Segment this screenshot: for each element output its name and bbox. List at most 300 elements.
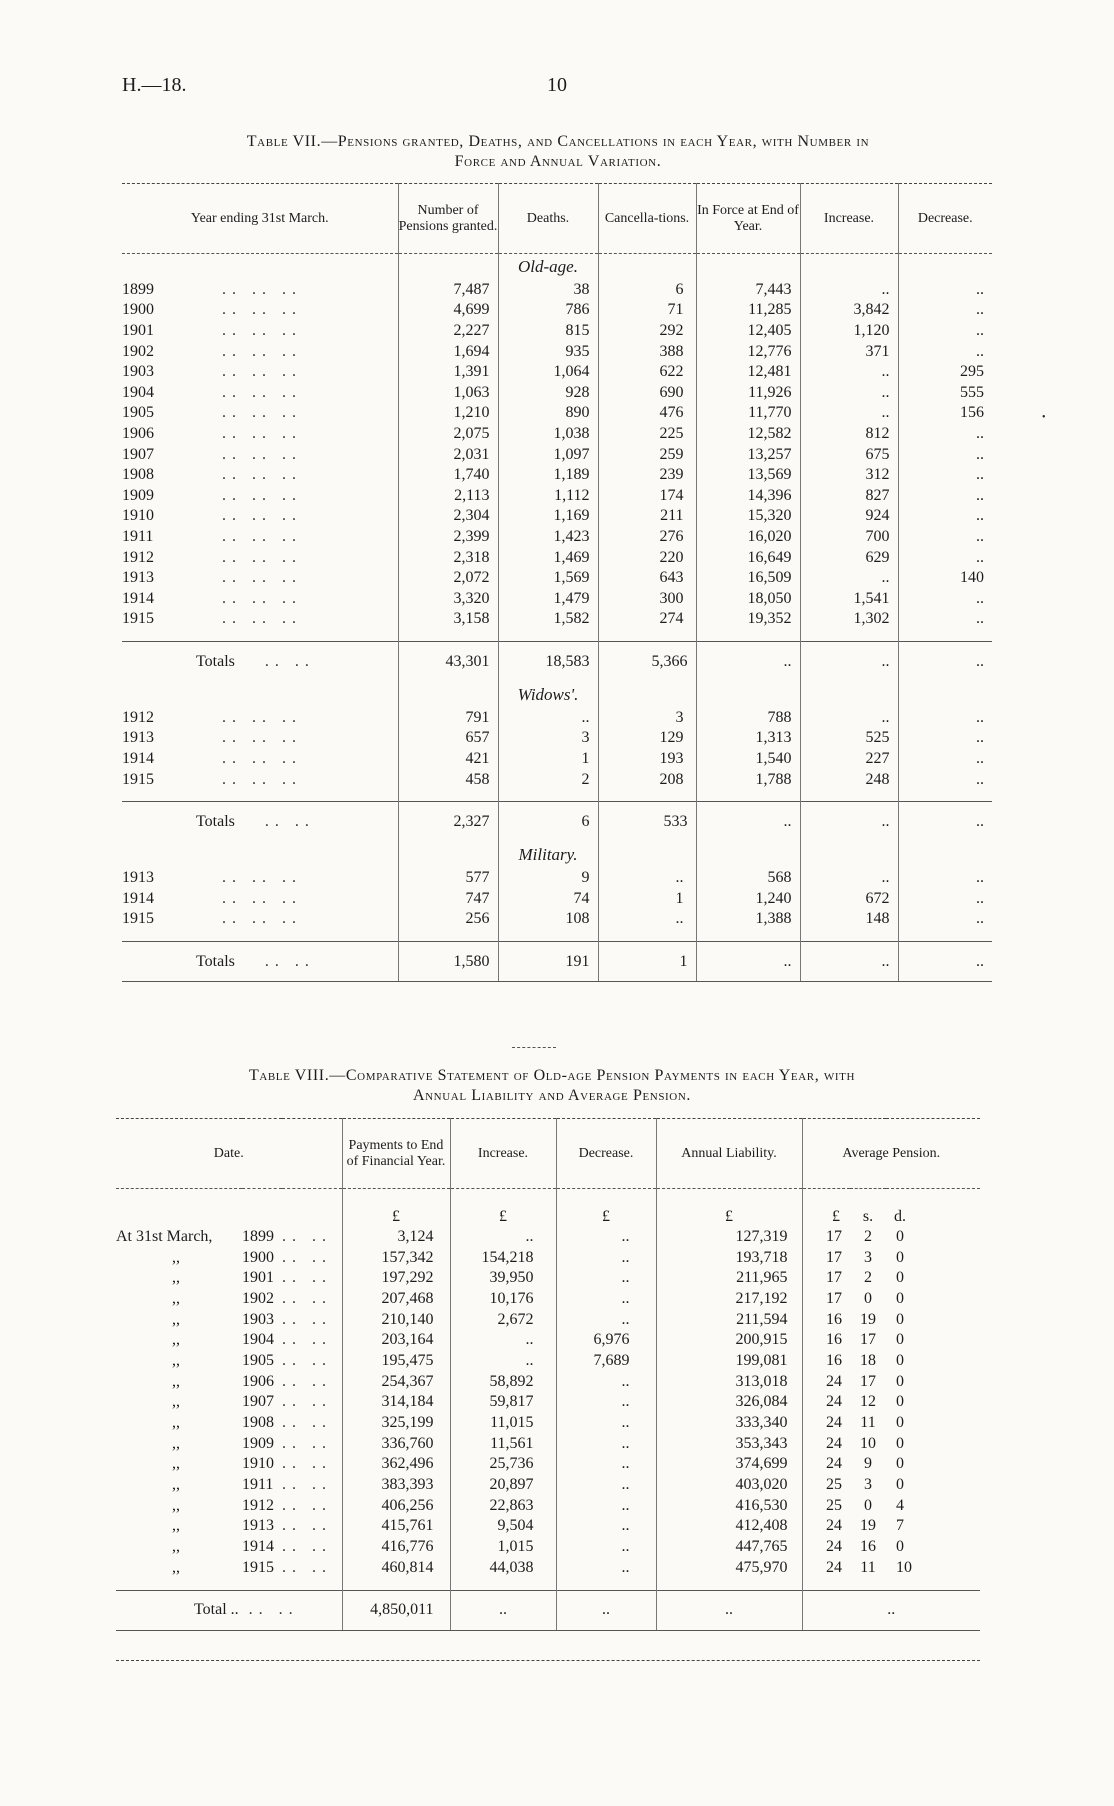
deaths-cell: 1 [498,749,598,770]
leader-dots: .. .. .. [222,445,302,463]
leader-dots: .. .. [282,1330,342,1351]
table-row [122,341,992,362]
granted-total: 1,580 [398,942,498,982]
year-label: 1915 [122,910,154,928]
cancellations-cell: 193 [598,749,696,770]
increase-cell: 700 [800,527,898,548]
leader-dots: .. .. [282,1351,342,1372]
cancellations-cell: 388 [598,341,696,362]
date-prefix-cell: ,, [172,1331,180,1349]
leader-dots: .. .. [264,652,315,670]
leader-dots: .. .. .. [222,910,302,928]
year-cell [122,280,398,301]
decrease-cell: .. [556,1475,656,1496]
date-year-cell: 1915 [242,1558,274,1576]
table8-title [112,1066,992,1106]
increase-cell: 11,561 [450,1433,556,1454]
leader-dots: .. .. [282,1309,342,1330]
increase-cell: 672 [800,889,898,910]
shillings-cell: 11 [860,1558,876,1576]
cancellations-cell: 6 [598,280,696,301]
cancellations-total: 533 [598,802,696,842]
table-cell [898,790,992,802]
table-row [116,1371,980,1392]
leader-dots: .. .. .. [222,610,302,628]
section-heading-row [122,254,992,280]
increase-cell: 1,541 [800,588,898,609]
unit-label: £ [450,1189,556,1227]
shillings-cell: 0 [864,1496,872,1514]
deaths-cell: 1,582 [498,609,598,630]
running-header [122,74,1002,104]
year-label: 1899 [122,280,154,298]
shillings-cell: 3 [864,1248,872,1266]
section-heading-row [122,842,992,868]
table-row [116,1475,980,1496]
table-row [116,1309,980,1330]
increase-cell: .. [450,1351,556,1372]
date-prefix-cell: ,, [172,1476,180,1494]
granted-total: 2,327 [398,802,498,842]
table-row [122,749,992,770]
table-row [122,424,992,445]
payments-cell: 406,256 [342,1495,450,1516]
deaths-cell: 74 [498,889,598,910]
liability-cell: 217,192 [656,1289,802,1310]
date-year-cell: 1913 [242,1517,274,1535]
units-row [116,1189,980,1227]
year-cell [122,749,398,770]
table-row [122,465,992,486]
pence-cell: 0 [896,1331,904,1349]
deaths-total: 18,583 [498,642,598,682]
leader-dots: .. .. [282,1247,342,1268]
col-decrease-header: Decrease. [917,210,973,226]
pounds-cell: 25 [826,1496,842,1514]
year-label: 1914 [122,589,154,607]
decrease-cell: .. [556,1495,656,1516]
table8-title-line1: Table VIII.—Comparative Statement of Old-age Pension Payments in each Year, with [248,1067,856,1084]
year-label: 1912 [122,708,154,726]
totals-label-cell [122,642,398,682]
decrease-cell: .. [976,445,984,463]
leader-dots: .. .. [282,1558,342,1579]
deaths-cell: 1,064 [498,362,598,383]
cancellations-cell: 300 [598,588,696,609]
payments-cell: 314,184 [342,1392,450,1413]
granted-cell: 421 [398,749,498,770]
pence-cell: 0 [896,1393,904,1411]
totals-row [122,642,992,682]
year-cell [122,527,398,548]
table-cell [898,630,992,642]
table8-title-line2: Annual Liability and Average Pension. [412,1087,691,1104]
liability-total: .. [656,1590,802,1630]
table-row [116,1516,980,1537]
payments-total: 4,850,011 [342,1590,450,1630]
cancellations-cell: 643 [598,568,696,589]
table-cell [598,630,696,642]
year-label: 1902 [122,342,154,360]
shillings-cell: 17 [860,1331,876,1349]
leader-dots: .. .. [282,1495,342,1516]
table-row [116,1330,980,1351]
table7-header-row [122,184,992,254]
leader-dots: .. .. [282,1516,342,1537]
leader-dots: .. .. .. [222,507,302,525]
decrease-cell: .. [976,507,984,525]
deaths-cell: 9 [498,868,598,889]
payments-cell: 336,760 [342,1433,450,1454]
date-year-cell: 1904 [242,1331,274,1349]
pounds-cell: 17 [826,1227,842,1245]
year-cell [122,465,398,486]
liability-cell: 199,081 [656,1351,802,1372]
in-force-cell: 11,285 [696,300,800,321]
increase-cell: .. [800,362,898,383]
year-cell [122,728,398,749]
table-row [122,547,992,568]
table-row [116,1433,980,1454]
table-cell [398,254,498,280]
table-row [116,1351,980,1372]
pounds-cell: 24 [826,1393,842,1411]
liability-cell: 403,020 [656,1475,802,1496]
pounds-cell: 24 [826,1455,842,1473]
page-mark: • [1042,412,1046,423]
cancellations-cell: 71 [598,300,696,321]
totals-label: Totals [196,813,235,831]
leader-dots: .. .. .. [222,363,302,381]
table-cell [122,790,398,802]
in-force-cell: 14,396 [696,485,800,506]
table-row [122,300,992,321]
year-label: 1914 [122,750,154,768]
pence-cell: 0 [896,1538,904,1556]
decrease-cell: 555 [960,383,984,401]
increase-cell: 148 [800,909,898,930]
totals-label: Totals [196,652,235,670]
liability-cell: 127,319 [656,1227,802,1248]
table-cell [498,790,598,802]
increase-cell: 629 [800,547,898,568]
table8-body [116,1189,980,1631]
deaths-cell: 1,038 [498,424,598,445]
document-reference: H.—18. [122,74,187,96]
increase-total: .. [800,642,898,682]
col-cancellations-header: Cancella-tions. [598,184,696,254]
table-cell [898,930,992,942]
increase-cell: 525 [800,728,898,749]
increase-cell: 22,863 [450,1495,556,1516]
table-row [122,868,992,889]
year-cell [122,444,398,465]
decrease-cell: .. [976,342,984,360]
deaths-cell: 935 [498,341,598,362]
year-label: 1903 [122,363,154,381]
table-row [122,382,992,403]
col-increase-header: Increase. [450,1119,556,1189]
cancellations-cell: 225 [598,424,696,445]
date-year-cell: 1909 [242,1434,274,1452]
deaths-cell: 1,189 [498,465,598,486]
table-row [122,506,992,527]
liability-cell: 374,699 [656,1454,802,1475]
cancellations-cell: 174 [598,485,696,506]
increase-cell: 248 [800,769,898,790]
table-cell [800,630,898,642]
date-prefix-cell: ,, [172,1372,180,1390]
increase-cell: .. [800,382,898,403]
year-cell [122,300,398,321]
leader-dots: .. .. .. [222,729,302,747]
increase-cell: .. [800,280,898,301]
table-cell [696,682,800,708]
year-label: 1901 [122,321,154,339]
shillings-cell: 3 [864,1476,872,1494]
date-year-cell: 1906 [242,1372,274,1390]
date-prefix-cell: ,, [172,1455,180,1473]
leader-dots: .. .. .. [222,527,302,545]
increase-cell: 59,817 [450,1392,556,1413]
liability-cell: 211,594 [656,1309,802,1330]
in-force-cell: 16,509 [696,568,800,589]
in-force-cell: 12,405 [696,321,800,342]
date-prefix-cell: ,, [172,1538,180,1556]
leader-dots: .. .. .. [222,424,302,442]
granted-cell: 1,391 [398,362,498,383]
granted-cell: 458 [398,769,498,790]
deaths-cell: 1,479 [498,588,598,609]
table-cell [342,1578,450,1590]
decrease-cell: .. [976,729,984,747]
in-force-cell: 13,257 [696,444,800,465]
leader-dots: .. .. .. [222,770,302,788]
in-force-cell: 1,540 [696,749,800,770]
pounds-cell: 16 [826,1351,842,1369]
cancellations-cell: .. [598,868,696,889]
pounds-cell: 24 [826,1517,842,1535]
table8-header-row [116,1119,980,1189]
deaths-cell: 1,423 [498,527,598,548]
liability-cell: 211,965 [656,1268,802,1289]
shillings-cell: 10 [860,1434,876,1452]
decrease-cell: .. [976,548,984,566]
decrease-cell: 7,689 [556,1351,656,1372]
date-prefix-cell: ,, [172,1517,180,1535]
date-year-cell: 1901 [242,1269,274,1287]
payments-cell: 195,475 [342,1351,450,1372]
table-cell [800,842,898,868]
granted-cell: 2,227 [398,321,498,342]
date-year-cell: 1910 [242,1455,274,1473]
table-cell [800,254,898,280]
liability-cell: 416,530 [656,1495,802,1516]
deaths-cell: 3 [498,728,598,749]
increase-cell: 675 [800,444,898,465]
year-label: 1913 [122,729,154,747]
table-row [116,1247,980,1268]
unit-label: d. [894,1207,906,1225]
pounds-cell: 17 [826,1248,842,1266]
table-cell [696,254,800,280]
payments-cell: 210,140 [342,1309,450,1330]
liability-cell: 353,343 [656,1433,802,1454]
date-prefix-cell: ,, [172,1414,180,1432]
table-row [122,909,992,930]
in-force-cell: 1,788 [696,769,800,790]
table-row [122,708,992,729]
payments-cell: 383,393 [342,1475,450,1496]
year-cell [122,889,398,910]
pence-cell: 0 [896,1248,904,1266]
section-heading: Military. [498,842,598,868]
table-row [116,1289,980,1310]
payments-cell: 460,814 [342,1558,450,1579]
deaths-cell: 108 [498,909,598,930]
table-cell [696,842,800,868]
shillings-cell: 2 [864,1269,872,1287]
leader-dots: .. .. .. [222,486,302,504]
shillings-cell: 0 [864,1289,872,1307]
increase-cell: 44,038 [450,1558,556,1579]
table-cell [398,682,498,708]
table-row [122,362,992,383]
cancellations-cell: .. [598,909,696,930]
decrease-cell: .. [556,1558,656,1579]
liability-cell: 447,765 [656,1537,802,1558]
deaths-cell: 928 [498,382,598,403]
year-cell [122,382,398,403]
leader-dots: .. .. .. [222,750,302,768]
year-label: 1905 [122,404,154,422]
year-label: 1900 [122,301,154,319]
table-vii [122,183,992,982]
shillings-cell: 16 [860,1538,876,1556]
decrease-total: .. [898,642,992,682]
year-label: 1915 [122,770,154,788]
date-prefix-cell: ,, [172,1248,180,1266]
leader-dots: .. .. [282,1454,342,1475]
leader-dots: .. .. [282,1371,342,1392]
pence-cell: 10 [896,1558,912,1576]
table-row [116,1227,980,1248]
decrease-cell: .. [976,589,984,607]
leader-dots: .. .. .. [222,889,302,907]
table-cell [598,254,696,280]
page-bottom-rule [116,1660,980,1661]
cancellations-cell: 274 [598,609,696,630]
table-cell [800,930,898,942]
granted-cell: 2,113 [398,485,498,506]
year-cell [122,321,398,342]
payments-cell: 325,199 [342,1413,450,1434]
year-label: 1914 [122,889,154,907]
col-deaths-header: Deaths. [498,184,598,254]
col-payments-header: Payments to End of Financial Year. [342,1119,450,1189]
col-date-header: Date. [116,1119,342,1189]
leader-dots: .. .. [264,813,315,831]
table7-title-line1: Table VII.—Pensions granted, Deaths, and Cancellations in each Year, with Number in [246,133,870,150]
table-cell [898,842,992,868]
leader-dots: .. .. .. [222,708,302,726]
payments-cell: 416,776 [342,1537,450,1558]
leader-dots: .. .. .. [222,383,302,401]
average-total: .. [802,1590,980,1630]
year-cell [122,547,398,568]
decrease-cell: .. [556,1454,656,1475]
decrease-cell: .. [556,1392,656,1413]
deaths-cell: 1,469 [498,547,598,568]
year-label: 1906 [122,424,154,442]
increase-cell: .. [800,568,898,589]
granted-cell: 577 [398,868,498,889]
table-cell [122,682,398,708]
table-cell [556,1578,656,1590]
in-force-total: .. [696,802,800,842]
date-prefix-cell: ,, [172,1558,180,1576]
table-cell [696,790,800,802]
in-force-total: .. [696,642,800,682]
pounds-cell: 17 [826,1269,842,1287]
year-cell [122,485,398,506]
section-heading-row [122,682,992,708]
table-cell [598,930,696,942]
col-decrease-header: Decrease. [556,1119,656,1189]
in-force-cell: 13,569 [696,465,800,486]
leader-dots: .. .. .. [222,342,302,360]
increase-cell: .. [800,403,898,424]
in-force-cell: 16,649 [696,547,800,568]
table-cell [498,630,598,642]
date-prefix-cell: ,, [172,1434,180,1452]
increase-cell: 312 [800,465,898,486]
col-liability-header: Annual Liability. [656,1119,802,1189]
liability-cell: 326,084 [656,1392,802,1413]
spacer-row [122,790,992,802]
leader-dots: .. .. .. [222,301,302,319]
leader-dots: .. .. .. [222,548,302,566]
decrease-cell: .. [556,1247,656,1268]
in-force-cell: 12,582 [696,424,800,445]
year-label: 1913 [122,869,154,887]
granted-cell: 2,075 [398,424,498,445]
table-row [116,1392,980,1413]
col-granted-header: Number of Pensions granted. [398,184,498,254]
decrease-cell: .. [556,1309,656,1330]
deaths-cell: 1,569 [498,568,598,589]
cancellations-cell: 276 [598,527,696,548]
payments-cell: 362,496 [342,1454,450,1475]
liability-cell: 333,340 [656,1413,802,1434]
decrease-cell: .. [976,750,984,768]
increase-cell: 812 [800,424,898,445]
decrease-cell: 295 [960,363,984,381]
cancellations-cell: 292 [598,321,696,342]
in-force-cell: 12,776 [696,341,800,362]
year-cell [122,868,398,889]
in-force-cell: 1,313 [696,728,800,749]
granted-total: 43,301 [398,642,498,682]
decrease-cell: .. [976,910,984,928]
unit-label: s. [862,1207,874,1225]
shillings-cell: 11 [860,1414,876,1432]
table-row [122,527,992,548]
cancellations-cell: 476 [598,403,696,424]
pounds-cell: 25 [826,1476,842,1494]
spacer-row [116,1578,980,1590]
decrease-cell: .. [556,1433,656,1454]
